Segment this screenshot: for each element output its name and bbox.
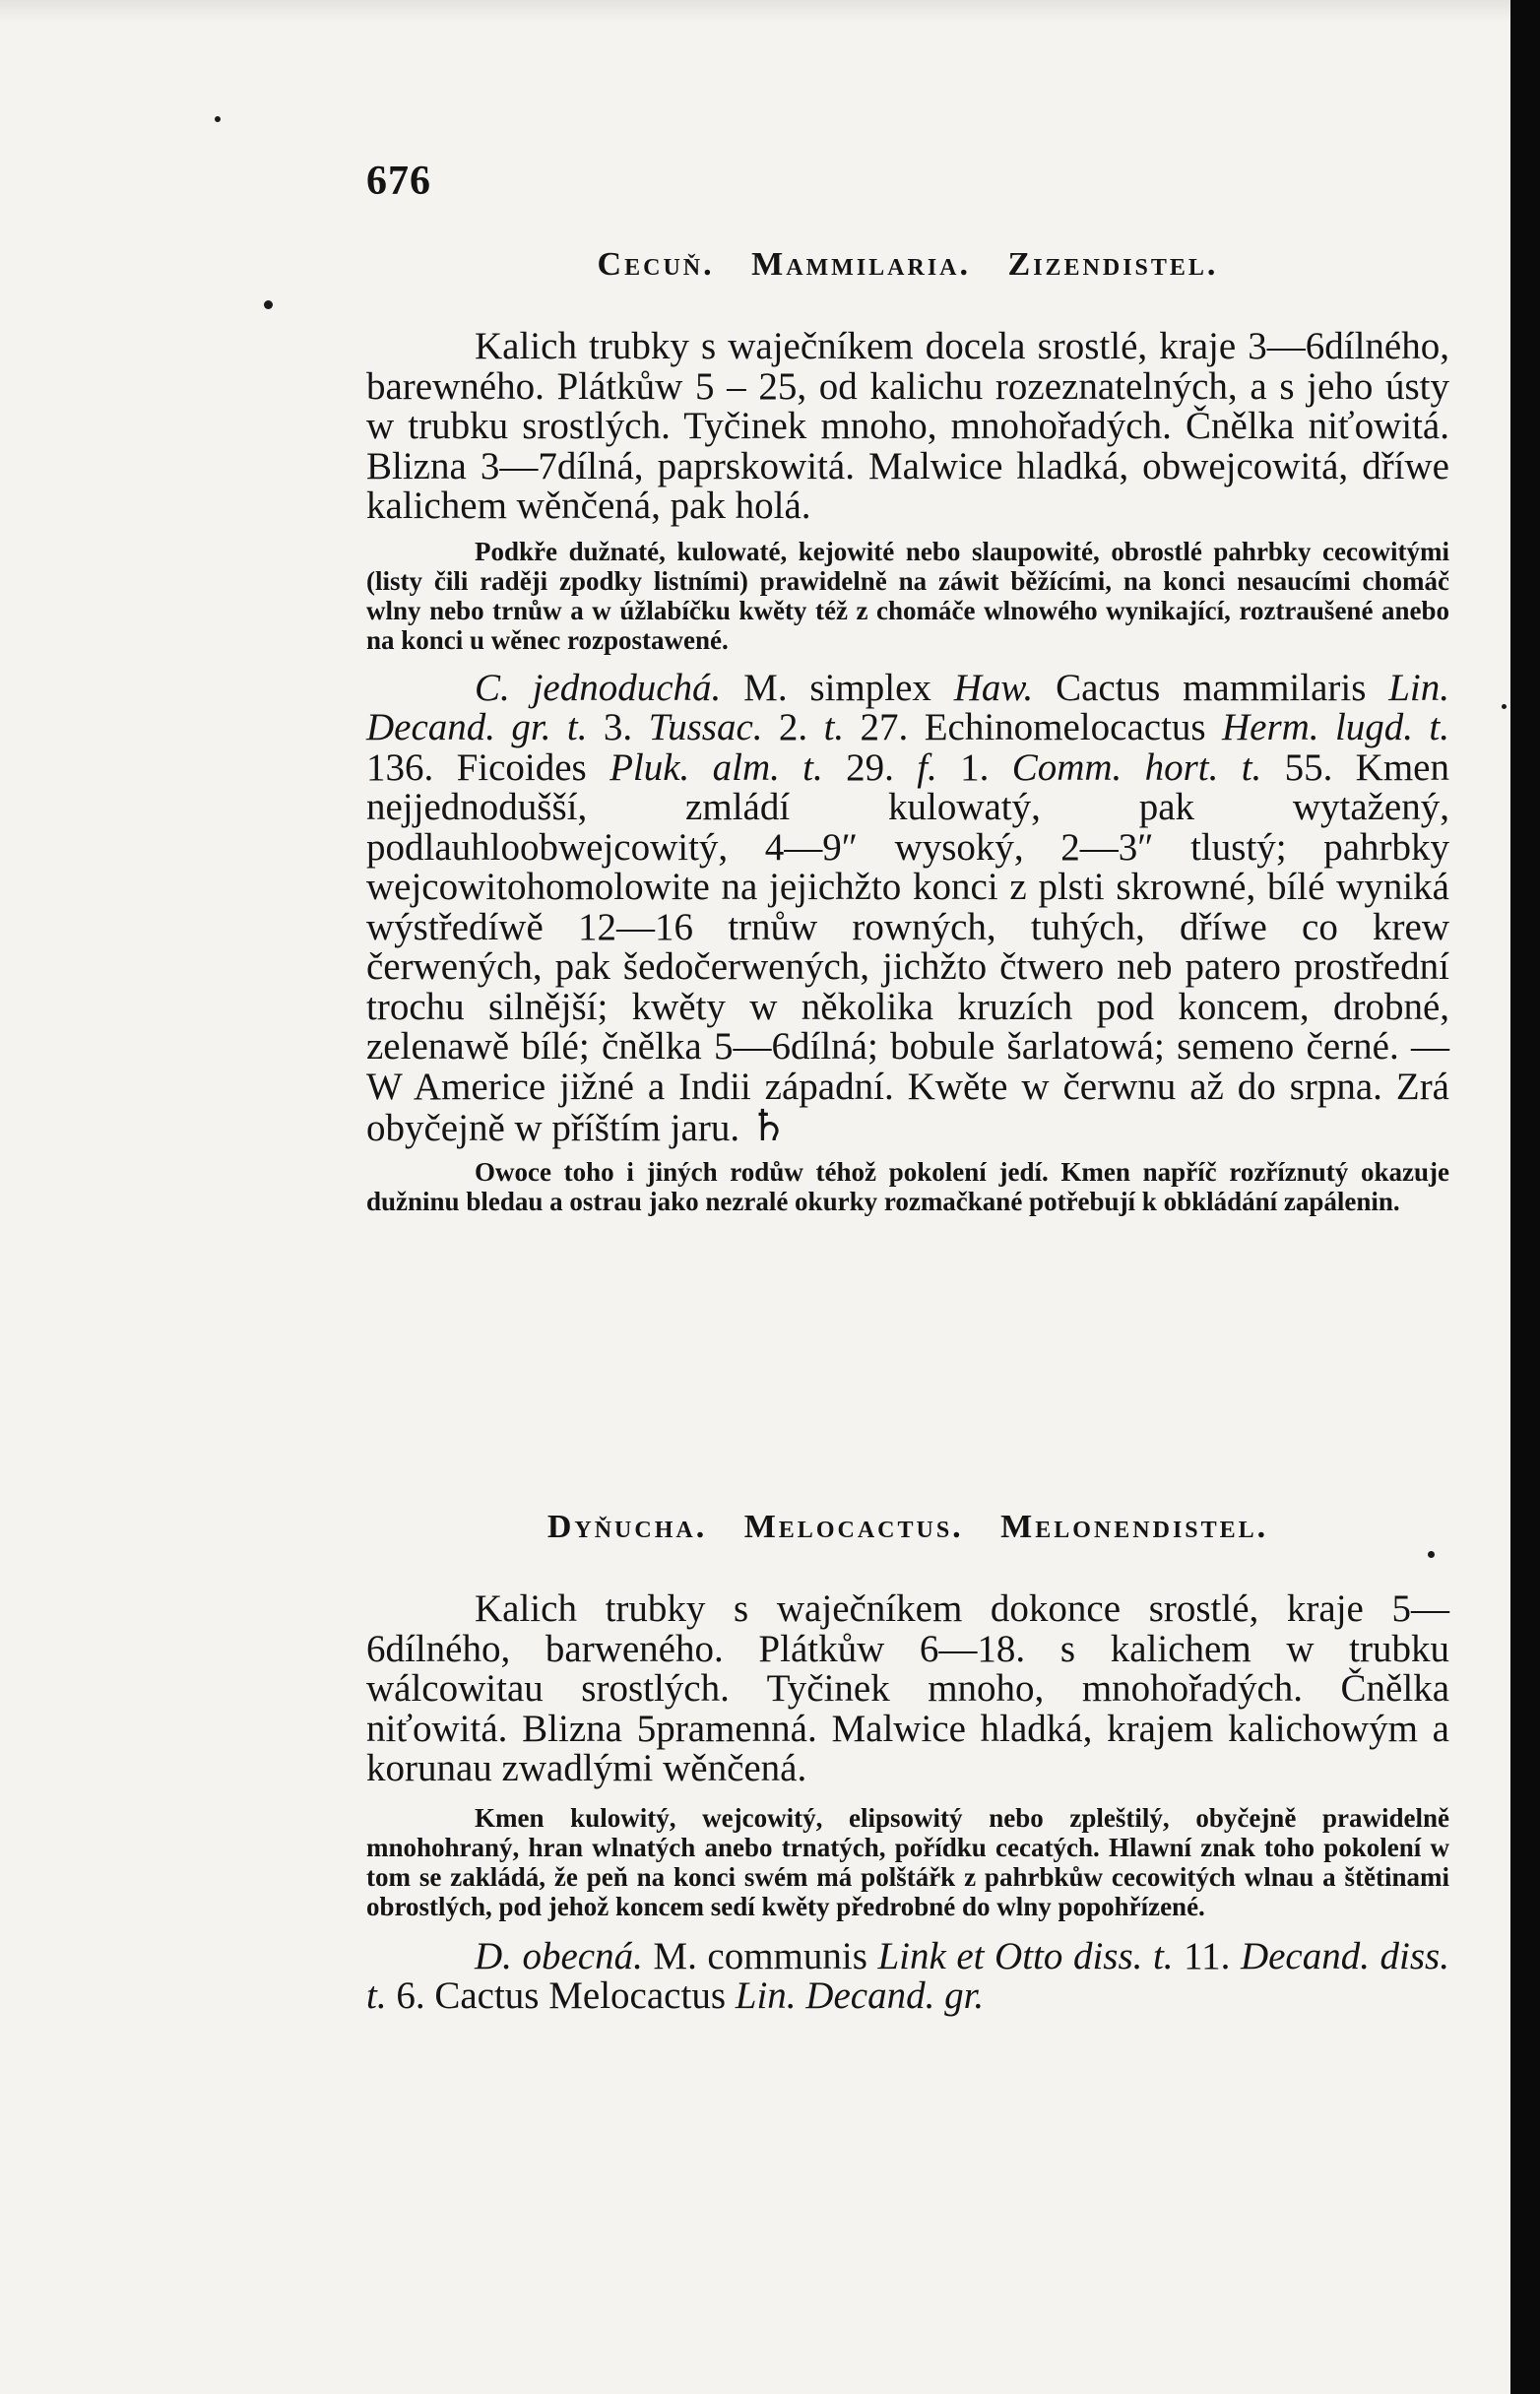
species-text: 29. bbox=[822, 745, 918, 789]
section-cecun bbox=[366, 246, 1449, 1216]
species-reference: Link et Otto diss. t. bbox=[877, 1934, 1174, 1977]
species-text: 27. Echinomelocactus bbox=[844, 706, 1222, 748]
section-dynucha bbox=[366, 1509, 1449, 2017]
scan-speck bbox=[264, 300, 273, 309]
genus-header-melocactus: Dyňucha. Melocactus. Melonendistel. bbox=[546, 1509, 1269, 1545]
species-reference: Tussac. bbox=[648, 706, 763, 748]
species-text: 55. Kmen nejjednodušší, zmládí kulowatý, pak wytažený, podlauhloobwejcowitý, 4—9″ wysoký, 2—3″ tlustý; pahrbky wejcowitohomolowite na jejichžto konci z plsti skrowné, bílé wyniká wýstředíwě 12—16 trnůw rowných, tuhých, dříwe co krew čerwených, pak šedočerwených, jichžto čtwero neb patero prostřední trochu silnější; kwěty w několika kruzích pod koncem, drobné, zelenawě bílé; čnělka 5—6dílná; bobule šarlatowá; semeno černé. — W Americe jižné a Indii západní. Kwěte w čerwnu až do srpna. Zrá obyčejně w příštím jaru. bbox=[366, 745, 1449, 1149]
species-reference: t. bbox=[823, 706, 845, 748]
species-text: 11. bbox=[1173, 1934, 1241, 1977]
species-author: Haw. bbox=[953, 666, 1034, 709]
genus-diagnosis: Kalich trubky s waječníkem dokonce srostlé, kraje 5—6dílného, barweného. Plátkůw 6—18. s kalichem w trubku wálcowitau srostlých. Tyčinek mnoho, mnohořadých. Čnělka niťowitá. Blizna 5pramenná. Malwice hladká, krajem kalichowým a korunau zwadlými wěnčená. bbox=[366, 1587, 1449, 1789]
species-reference: Herm. lugd. t. bbox=[1221, 706, 1450, 748]
usage-note: Owoce toho i jiných rodůw téhož pokolení jedí. Kmen napříč rozříznutý okazuje dužninu bledau a ostrau jako nezralé okurky rozmačkané potřebují k obkládání zapálenin. bbox=[366, 1156, 1449, 1216]
species-text: 1. bbox=[936, 745, 1012, 789]
genus-header-mammilaria: Cecuň. Mammilaria. Zizendistel. bbox=[597, 246, 1219, 283]
species-text: 136. Ficoides bbox=[366, 745, 610, 789]
scan-speck bbox=[215, 116, 221, 122]
scan-border-right bbox=[1510, 0, 1540, 2394]
genus-description: Kmen kulowitý, wejcowitý, elipsowitý nebo zpleštilý, obyčejně prawidelně mnohohraný, hran wlnatých anebo trnatých, pořídku cecatých. Hlawní znak toho pokolení w tom se zakládá, že peň na konci swém má polštářk z pahrbkůw cecowitých wlnau a štětinami obrostlých, pod jehož koncem sedí kwěty předrobné do wlny popohřízené. bbox=[366, 1802, 1449, 1921]
species-reference: Lin. Decand. gr. t. bbox=[366, 666, 1450, 748]
genus-description: Podkře dužnaté, kulowaté, kejowité nebo slaupowité, obrostlé pahrbky cecowitými (listy čili raději zpodky listními) prawidelně na záwit běžícími, na konci nesaucími chomáč wlny nebo trnůw a w úžlabíčku kwěty též z chomáče wlnowého wynikající, roztraušené anebo na konci u wěnec rozpostawené. bbox=[366, 536, 1449, 655]
species-entry bbox=[366, 666, 1450, 1150]
species-text: M. communis bbox=[642, 1934, 878, 1977]
page-top-edge bbox=[0, 0, 1540, 22]
species-text: 2. bbox=[762, 706, 824, 748]
species-text: 3. bbox=[587, 706, 649, 748]
species-entry bbox=[366, 1934, 1449, 2017]
species-czech-name: C. jednoduchá. bbox=[475, 666, 722, 709]
species-reference: Comm. hort. t. bbox=[1011, 745, 1262, 789]
perennial-symbol: ♄ bbox=[748, 1102, 789, 1150]
species-czech-name: D. obecná. bbox=[475, 1934, 643, 1977]
species-reference: Lin. Decand. gr. bbox=[735, 1974, 985, 2017]
genus-diagnosis: Kalich trubky s waječníkem docela srostlé, kraje 3—6dílného, barewného. Plátkůw 5 – 25, od kalichu rozeznatelných, a s jeho ústy w trubku srostlých. Tyčinek mnoho, mnohořadých. Čnělka niťowitá. Blizna 3—7dílná, paprskowitá. Malwice hladká, obwejcowitá, dříwe kalichem wěnčená, pak holá. bbox=[366, 325, 1449, 527]
species-text: Cactus mammilaris bbox=[1033, 666, 1389, 709]
page-number: 676 bbox=[366, 159, 431, 204]
species-reference: f. bbox=[917, 745, 937, 789]
species-text: 6. Cactus Melocactus bbox=[386, 1974, 736, 2017]
species-text: M. simplex bbox=[721, 666, 954, 709]
species-reference: Pluk. alm. t. bbox=[610, 745, 823, 789]
species-reference: Decand. diss. t. bbox=[366, 1934, 1449, 2017]
scan-speck bbox=[1502, 704, 1507, 709]
